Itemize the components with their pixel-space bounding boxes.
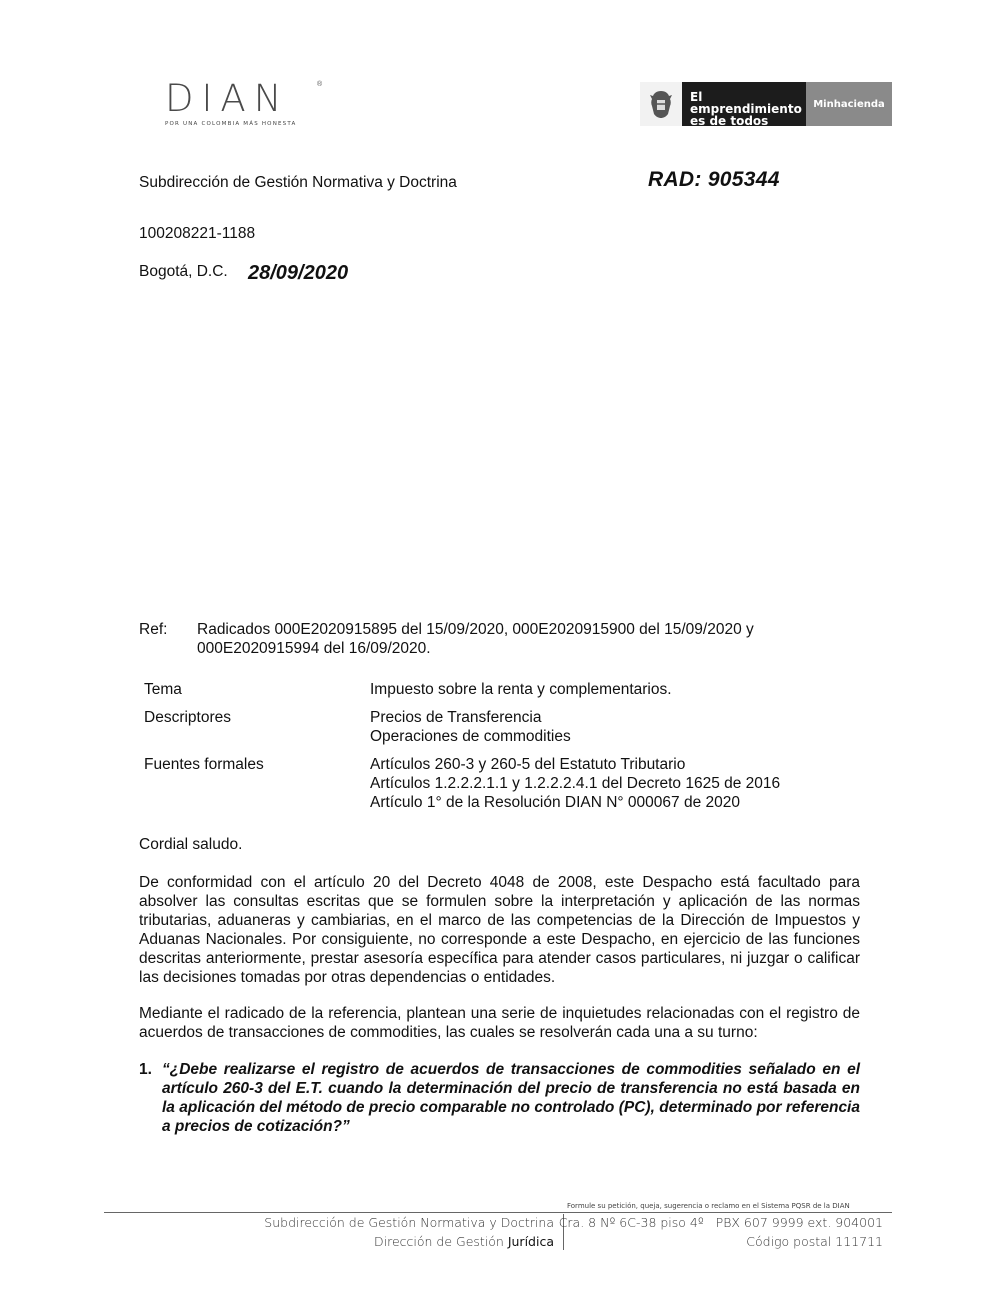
table-cell: Artículo 1° de la Resolución DIAN N° 000067 de 2020 [370,794,740,811]
ministry-label: Minhacienda [806,82,892,126]
footer-direction [374,1234,554,1249]
reference-label: Ref: [139,621,168,638]
table-cell: Artículos 1.2.2.2.1.1 y 1.2.2.2.4.1 del Decreto 1625 de 2016 [370,775,781,792]
footer-postal-code: Código postal 111711 [746,1234,883,1249]
government-banner [640,82,892,126]
table-row-label-tema: Tema [144,681,182,698]
table-row-value-tema [370,680,850,699]
city: Bogotá, D.C. [139,263,228,280]
footer-note: Formule su petición, queja, sugerencia o reclamo en el Sistema PQSR de la DIAN [567,1202,850,1210]
reference-text [197,620,817,658]
dian-logo-wordmark: DIAN [165,77,290,120]
letter-date: 28/09/2020 [248,262,349,284]
rad-number: RAD: 905344 [648,168,780,191]
footer-office: Subdirección de Gestión Normativa y Doctrina [264,1215,554,1230]
question-number: 1. [139,1061,152,1078]
table-row-value-fuentes [370,755,850,812]
salutation: Cordial saludo. [139,836,243,853]
reference-line: 000E2020915994 del 16/09/2020. [197,640,431,657]
table-cell: Artículos 260-3 y 260-5 del Estatuto Tributario [370,756,686,773]
footer-divider [104,1212,892,1213]
document-number: 100208221-1188 [139,225,256,242]
paragraph-2: Mediante el radicado de la referencia, plantean una serie de inquietudes relacionadas con el registro de acuerdos de transacciones de commodities, las cuales se resolverán cada una a su turno: [139,1005,860,1041]
table-row-label-descriptores: Descriptores [144,709,231,726]
table-cell: Impuesto sobre la renta y complementarios. [370,681,672,698]
question-text: “¿Debe realizarse el registro de acuerdos de transacciones de commodities señalado en el artículo 260-3 del E.T. cuando la determinación del precio de transferencia no está basada en la aplicación del método de precio comparable no controlado (PC), determinado por referencia a precios de cotización?” [162,1061,860,1135]
table-cell: Precios de Transferencia [370,709,542,726]
footer-direction-prefix: Dirección de Gestión [374,1234,508,1249]
gov-slogan-line-1: El emprendimiento [690,90,802,116]
table-row-value-descriptores [370,708,850,746]
gov-slogan [682,82,806,126]
reference-line: Radicados 000E2020915895 del 15/09/2020, 000E2020915900 del 15/09/2020 y [197,621,754,638]
gov-slogan-line-2: es de todos [690,114,769,128]
office-name: Subdirección de Gestión Normativa y Doctrina [139,174,457,191]
table-row-label-fuentes: Fuentes formales [144,756,264,773]
registered-mark-icon: ® [317,81,323,88]
paragraph-1: De conformidad con el artículo 20 del Decreto 4048 de 2008, este Despacho está facultado para absolver las consultas escritas que se formulen sobre la interpretación y aplicación de las normas tributarias, aduaneras y cambiarias, en el marco de las competencias de la Dirección de Impuestos y Aduanas Nacionales. Por consiguiente, no corresponde a este Despacho, en ejercicio de las funciones descritas anteriormente, prestar asesoría específica para atender casos particulares, ni juzgar o calificar las decisiones tomadas por otras dependencias o entidades. [139,874,860,986]
coat-of-arms-icon [640,82,682,126]
footer-address: Cra. 8 Nº 6C-38 piso 4º PBX 607 9999 ext. 904001 [558,1215,883,1230]
table-cell: Operaciones de commodities [370,728,571,745]
dian-logo-tagline: POR UNA COLOMBIA MÁS HONESTA [165,121,297,127]
footer-direction-emph: Jurídica [507,1234,554,1249]
dian-logo [165,77,325,130]
